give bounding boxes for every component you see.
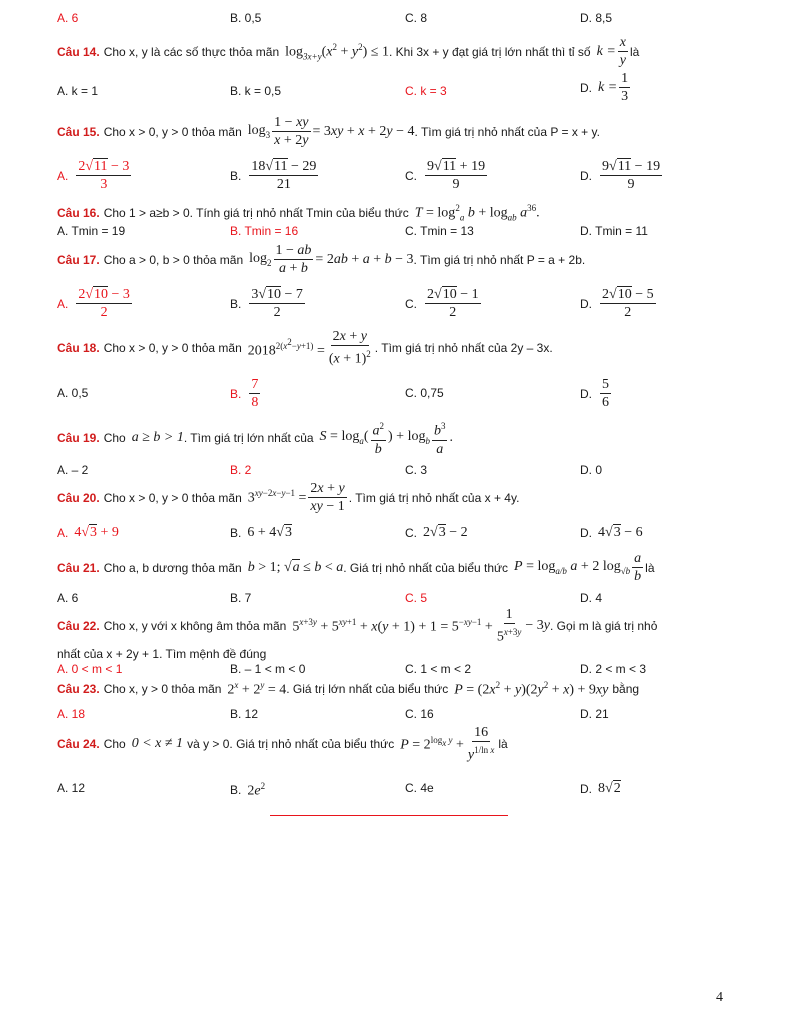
math-fraction: $\frac{16}{y^{1/ln x}}$ <box>467 725 495 763</box>
question-label: Câu 23. <box>57 682 100 697</box>
math-fraction: $\frac{2x + y}{xy - 1}$ <box>310 481 345 514</box>
option-d: D. 21 <box>580 707 609 721</box>
option-b: B. $\frac{3√10 - 7}{2}$ <box>230 287 303 320</box>
option-a: A. $\frac{2√11 - 3}{3}$ <box>57 159 130 192</box>
question-text: . Tìm giá trị nhỏ nhất của 2y – 3x. <box>374 340 553 355</box>
question-19: Câu 19. Cho a ≥ b > 1 . Tìm giá trị lớn nhất của $S = \log_a$( $\frac{a^2}{b}$ ) + $\log_b$ $\frac{b^3}{a}$ . <box>57 418 453 458</box>
question-label: Câu 14. <box>57 44 100 59</box>
question-22-continued <box>57 647 266 661</box>
question-label: Câu 15. <box>57 124 100 139</box>
option-c: C. 4e <box>405 781 434 795</box>
question-label: Câu 19. <box>57 430 100 445</box>
option-c: C. 5 <box>405 591 428 605</box>
option-d: D. 0 <box>580 463 603 477</box>
math-fraction: $\frac{1}{5^{x+3y}}$ <box>496 607 522 645</box>
option-d: D. $\frac{9√11 - 19}{9}$ <box>580 159 661 192</box>
option-c: C. $\frac{2√10 - 1}{2}$ <box>405 287 479 320</box>
question-14 <box>57 34 639 69</box>
option-c: C. 1 < m < 2 <box>405 662 472 676</box>
question-text: . Gọi m là giá trị nhỏ <box>550 618 658 633</box>
question-text: . Khi 3x + y đạt giá trị lớn nhất thì tỉ số <box>388 44 591 59</box>
option-d: D. k = $\frac{1}{3}$ <box>580 71 629 104</box>
math-expression: $P = \log_{a/b} a + 2$ $\log_{√b}$ <box>514 559 631 576</box>
math-expression: $S = \log_a$( <box>319 429 369 447</box>
question-text: Cho 1 > a≥b > 0. Tính giá trị nhỏ nhất Tmin của biểu thức <box>103 205 409 220</box>
math-fraction: $\frac{a^2}{b}$ <box>371 418 387 458</box>
math-fraction: $\frac{1 - xy}{x + 2y}$ <box>274 115 309 148</box>
question-text: Cho x > 0, y > 0 thỏa mãn <box>103 124 242 139</box>
option-a: A. 12 <box>57 781 86 795</box>
question-text: Cho x, y với x không âm thỏa mãn <box>103 618 287 633</box>
math-expression: $T = \log^2_a b + \log_{ab} a^{36}$. <box>414 203 540 223</box>
math-expression: 0 < x ≠ 1 <box>131 735 184 751</box>
option-a: A. Tmin = 19 <box>57 224 126 238</box>
question-label: Câu 20. <box>57 490 100 505</box>
option-b: B. $2e^2$ <box>230 781 266 799</box>
option-d: D. 8,5 <box>580 11 613 25</box>
math-expression: a ≥ b > 1 <box>131 429 184 445</box>
option-a: A. – 2 <box>57 463 89 477</box>
question-text: và y > 0. Giá trị nhỏ nhất của biểu thức <box>187 736 395 751</box>
question-text: Cho x, y là các số thực thỏa mãn <box>103 44 280 59</box>
option-b: B. $\frac{7}{8}$ <box>230 377 259 410</box>
option-b: B. k = 0,5 <box>230 84 282 98</box>
option-d: D. $\frac{5}{6}$ <box>580 377 609 410</box>
question-text: . Tìm giá trị nhỏ nhất P = a + 2b. <box>413 252 586 267</box>
option-d: D. Tmin = 11 <box>580 224 648 238</box>
question-text: là <box>645 560 655 575</box>
question-text: Cho a, b dương thỏa mãn <box>103 560 242 575</box>
question-text: là <box>630 44 640 59</box>
option-a: A. 18 <box>57 707 86 721</box>
question-text: bằng <box>612 682 640 697</box>
question-23 <box>57 680 639 699</box>
option-a: A. $\frac{2√10 - 3}{2}$ <box>57 287 130 320</box>
question-text: . Giá trị lớn nhất của biểu thức <box>286 682 449 697</box>
math-expression: ) + $\log_b$ <box>388 429 430 447</box>
option-a: A. 0,5 <box>57 386 89 400</box>
math-expression: $\log_{3x+y}(x^2 + y^2) \le 1$ <box>285 41 389 62</box>
option-b: B. 6 + 4√3 <box>230 525 292 540</box>
question-15 <box>57 114 600 149</box>
question-label: Câu 17. <box>57 252 100 267</box>
math-fraction: $\frac{x}{y}$ <box>619 35 626 68</box>
option-b: B. 0,5 <box>230 11 262 25</box>
question-text: Cho x, y > 0 thỏa mãn <box>103 682 222 697</box>
question-label: Câu 16. <box>57 205 100 220</box>
option-c: C. 0,75 <box>405 386 444 400</box>
option-d: D. $\frac{2√10 - 5}{2}$ <box>580 287 654 320</box>
math-expression: $2^x + 2^y = 4$ <box>227 680 287 698</box>
math-expression: $\log_2$ <box>249 251 272 268</box>
question-label: Câu 24. <box>57 736 100 751</box>
question-22 <box>57 606 657 646</box>
math-expression: $\log_3$ <box>247 123 271 140</box>
question-text: Cho x > 0, y > 0 thỏa mãn <box>103 340 242 355</box>
option-b: B. $\frac{18√11 - 29}{21}$ <box>230 159 317 192</box>
option-b: B. Tmin = 16 <box>230 224 299 238</box>
question-21 <box>57 550 655 585</box>
option-b: B. – 1 < m < 0 <box>230 662 306 676</box>
question-text: Cho <box>103 430 126 445</box>
option-c: C. k = 3 <box>405 84 447 98</box>
question-label: Câu 22. <box>57 618 100 633</box>
question-24 <box>57 724 508 764</box>
option-c: C. Tmin = 13 <box>405 224 474 238</box>
option-d: D. 8√2 <box>580 781 621 796</box>
question-18 <box>57 328 553 368</box>
option-c: C. 2√3 − 2 <box>405 525 468 540</box>
option-a: A. 6 <box>57 11 79 25</box>
math-fraction: $\frac{a}{b}$ <box>634 551 642 584</box>
math-expression: b > 1; √a ≤ b < a <box>247 559 344 575</box>
question-text: . Giá trị nhỏ nhất của biểu thức <box>343 560 509 575</box>
question-17 <box>57 242 585 277</box>
question-text: . Tìm giá trị nhỏ nhất của P = x + y. <box>414 124 600 139</box>
question-text: . Tìm giá trị lớn nhất của <box>183 430 314 445</box>
option-d: D. 4√3 − 6 <box>580 525 643 540</box>
option-a: A. k = 1 <box>57 84 99 98</box>
question-text: Cho x > 0, y > 0 thỏa mãn <box>103 490 242 505</box>
option-a: A. 4√3 + 9 <box>57 525 119 540</box>
option-d: D. 4 <box>580 591 603 605</box>
question-text: Cho a > 0, b > 0 thỏa mãn <box>103 252 244 267</box>
option-c: C. 16 <box>405 707 434 721</box>
math-fraction: $\frac{2x + y}{(x + 1)^2}$ <box>328 329 371 367</box>
math-expression: k = <box>596 43 616 59</box>
question-label: Câu 21. <box>57 560 100 575</box>
math-fraction: $\frac{1 - ab}{a + b}$ <box>275 243 312 276</box>
option-c: C. 8 <box>405 11 428 25</box>
math-expression: $P = (2x^2 + y)(2y^2 + x) + 9xy$ <box>454 680 609 698</box>
option-b: B. 7 <box>230 591 252 605</box>
option-c: C. $\frac{9√11 + 19}{9}$ <box>405 159 486 192</box>
option-a: A. 6 <box>57 591 79 605</box>
option-c: C. 3 <box>405 463 428 477</box>
math-expression: $P = 2^{log_x y}$ + <box>400 734 464 753</box>
option-b: B. 12 <box>230 707 259 721</box>
end-divider <box>270 815 508 816</box>
question-label: Câu 18. <box>57 340 100 355</box>
question-text: nhất của x + 2y + 1. Tìm mệnh đề đúng <box>57 647 267 661</box>
question-text: Cho <box>103 736 126 751</box>
question-text: là <box>498 736 508 751</box>
option-a: A. 0 < m < 1 <box>57 662 123 676</box>
option-b: B. 2 <box>230 463 252 477</box>
math-expression: = 2ab + a + b − 3 <box>315 251 414 267</box>
math-fraction: $\frac{b^3}{a}$ <box>432 418 448 458</box>
math-expression: $3^{xy-2x-y-1}$ = <box>247 488 307 506</box>
question-16 <box>57 203 540 222</box>
math-expression: − 3y <box>525 617 551 633</box>
math-expression: $2018^{2(x^2-y+1)}$ = <box>247 336 325 359</box>
option-d: D. 2 < m < 3 <box>580 662 647 676</box>
page-number: 4 <box>716 990 723 1005</box>
question-20 <box>57 480 519 515</box>
question-text: . Tìm giá trị nhỏ nhất của x + 4y. <box>348 490 520 505</box>
math-expression: $5^{x+3y} + 5^{xy+1} + x(y + 1) + 1 = 5^{-xy-1}$ + <box>292 616 493 635</box>
math-expression: = 3xy + x + 2y − 4 <box>312 123 415 139</box>
